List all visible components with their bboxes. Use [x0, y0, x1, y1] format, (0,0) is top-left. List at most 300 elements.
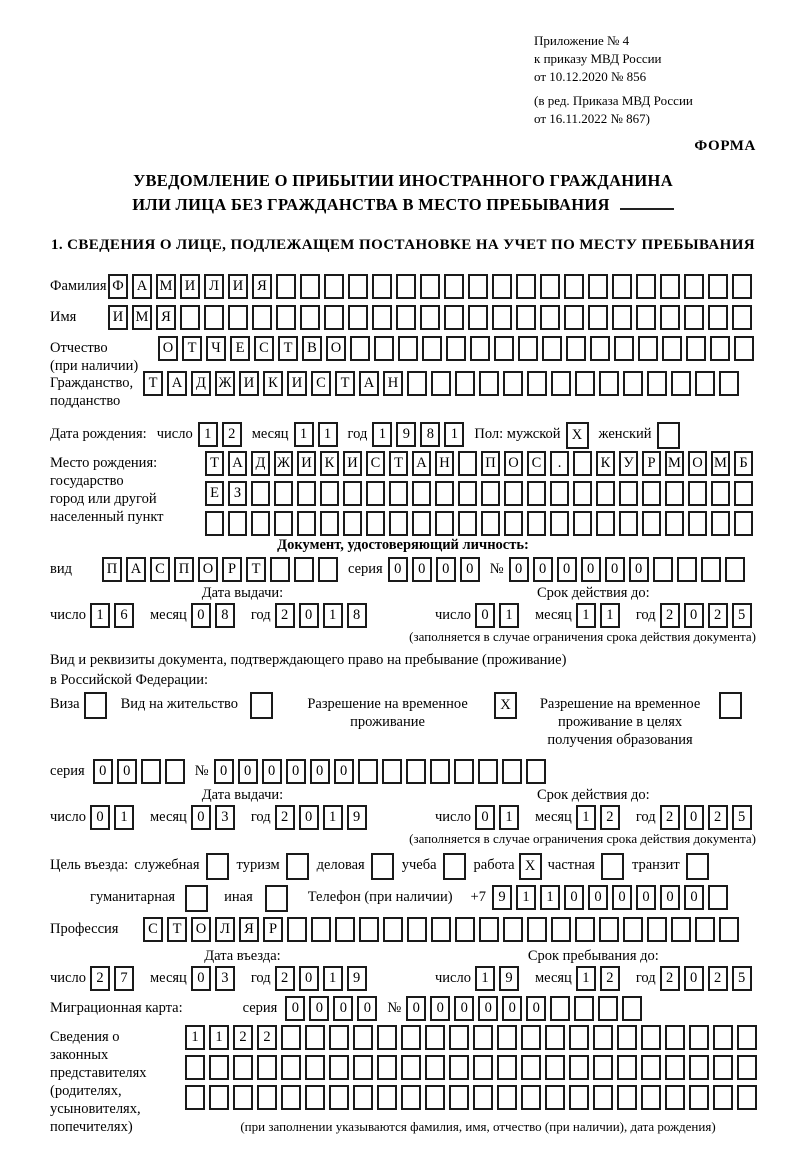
filled-cell[interactable]: З [228, 481, 247, 506]
filled-cell[interactable]: 9 [347, 966, 367, 991]
filled-cell[interactable]: 3 [215, 805, 235, 830]
filled-cell[interactable]: 1 [209, 1025, 229, 1050]
empty-cell[interactable] [574, 996, 594, 1021]
empty-cell[interactable] [596, 481, 615, 506]
empty-cell[interactable] [297, 511, 316, 536]
empty-cell[interactable] [353, 1025, 373, 1050]
empty-cell[interactable] [665, 511, 684, 536]
empty-cell[interactable] [725, 557, 745, 582]
filled-cell[interactable]: 0 [502, 996, 522, 1021]
empty-cell[interactable] [619, 511, 638, 536]
empty-cell[interactable] [185, 885, 208, 912]
filled-cell[interactable]: 5 [732, 603, 752, 628]
filled-cell[interactable]: 8 [347, 603, 367, 628]
filled-cell[interactable]: Н [383, 371, 403, 396]
empty-cell[interactable] [412, 481, 431, 506]
empty-cell[interactable] [444, 305, 464, 330]
empty-cell[interactable] [542, 336, 562, 361]
empty-cell[interactable] [281, 1025, 301, 1050]
filled-cell[interactable]: Т [335, 371, 355, 396]
filled-cell[interactable]: У [619, 451, 638, 476]
empty-cell[interactable] [300, 274, 320, 299]
empty-cell[interactable] [366, 511, 385, 536]
empty-cell[interactable] [713, 1025, 733, 1050]
empty-cell[interactable] [358, 759, 378, 784]
empty-cell[interactable] [383, 917, 403, 942]
empty-cell[interactable] [377, 1085, 397, 1110]
filled-cell[interactable]: О [504, 451, 523, 476]
filled-cell[interactable]: С [254, 336, 274, 361]
filled-cell[interactable]: Т [205, 451, 224, 476]
filled-cell[interactable]: 0 [684, 603, 704, 628]
empty-cell[interactable] [343, 481, 362, 506]
filled-cell[interactable]: 0 [509, 557, 529, 582]
empty-cell[interactable] [598, 996, 618, 1021]
filled-cell[interactable]: 2 [660, 603, 680, 628]
filled-cell[interactable]: 1 [540, 885, 560, 910]
filled-cell[interactable]: Т [246, 557, 266, 582]
empty-cell[interactable] [719, 917, 739, 942]
filled-cell[interactable]: Р [263, 917, 283, 942]
empty-cell[interactable] [455, 371, 475, 396]
empty-cell[interactable] [593, 1085, 613, 1110]
empty-cell[interactable] [252, 305, 272, 330]
empty-cell[interactable] [497, 1055, 517, 1080]
filled-cell[interactable]: 2 [708, 805, 728, 830]
empty-cell[interactable] [596, 511, 615, 536]
filled-cell[interactable]: И [228, 274, 248, 299]
empty-cell[interactable] [335, 917, 355, 942]
empty-cell[interactable] [518, 336, 538, 361]
empty-cell[interactable] [689, 1055, 709, 1080]
empty-cell[interactable] [719, 371, 739, 396]
filled-cell[interactable]: Ч [206, 336, 226, 361]
empty-cell[interactable] [205, 511, 224, 536]
empty-cell[interactable] [270, 557, 290, 582]
empty-cell[interactable] [251, 481, 270, 506]
empty-cell[interactable] [468, 305, 488, 330]
empty-cell[interactable] [684, 274, 704, 299]
filled-cell[interactable]: С [311, 371, 331, 396]
empty-cell[interactable] [233, 1055, 253, 1080]
filled-cell[interactable]: 1 [576, 603, 596, 628]
empty-cell[interactable] [653, 557, 673, 582]
filled-cell[interactable]: 3 [215, 966, 235, 991]
empty-cell[interactable] [665, 1085, 685, 1110]
empty-cell[interactable] [665, 1025, 685, 1050]
empty-cell[interactable] [449, 1085, 469, 1110]
filled-cell[interactable]: 0 [475, 805, 495, 830]
filled-cell[interactable]: 1 [318, 422, 338, 447]
filled-cell[interactable]: В [302, 336, 322, 361]
empty-cell[interactable] [686, 336, 706, 361]
empty-cell[interactable] [636, 305, 656, 330]
empty-cell[interactable] [550, 996, 570, 1021]
empty-cell[interactable] [228, 305, 248, 330]
filled-cell[interactable]: М [711, 451, 730, 476]
empty-cell[interactable] [677, 557, 697, 582]
empty-cell[interactable] [281, 1055, 301, 1080]
filled-cell[interactable]: 0 [299, 805, 319, 830]
empty-cell[interactable] [406, 759, 426, 784]
empty-cell[interactable] [521, 1025, 541, 1050]
empty-cell[interactable] [671, 371, 691, 396]
empty-cell[interactable] [479, 917, 499, 942]
empty-cell[interactable] [141, 759, 161, 784]
empty-cell[interactable] [599, 371, 619, 396]
filled-cell[interactable]: 0 [357, 996, 377, 1021]
filled-cell[interactable]: 0 [475, 603, 495, 628]
empty-cell[interactable] [662, 336, 682, 361]
filled-cell[interactable]: 0 [557, 557, 577, 582]
empty-cell[interactable] [206, 853, 229, 880]
empty-cell[interactable] [359, 917, 379, 942]
empty-cell[interactable] [527, 481, 546, 506]
empty-cell[interactable] [551, 371, 571, 396]
empty-cell[interactable] [473, 1025, 493, 1050]
filled-cell[interactable]: Е [230, 336, 250, 361]
filled-cell[interactable]: 0 [684, 805, 704, 830]
empty-cell[interactable] [455, 917, 475, 942]
filled-cell[interactable]: 1 [198, 422, 218, 447]
filled-cell[interactable]: О [688, 451, 707, 476]
empty-cell[interactable] [458, 511, 477, 536]
empty-cell[interactable] [708, 885, 728, 910]
empty-cell[interactable] [671, 917, 691, 942]
filled-cell[interactable]: 1 [185, 1025, 205, 1050]
empty-cell[interactable] [398, 336, 418, 361]
empty-cell[interactable] [708, 274, 728, 299]
filled-cell[interactable]: 1 [576, 805, 596, 830]
empty-cell[interactable] [473, 1085, 493, 1110]
empty-cell[interactable] [84, 692, 107, 719]
filled-cell[interactable]: Я [239, 917, 259, 942]
empty-cell[interactable] [435, 481, 454, 506]
filled-cell[interactable]: 0 [605, 557, 625, 582]
filled-cell[interactable]: И [343, 451, 362, 476]
empty-cell[interactable] [449, 1055, 469, 1080]
filled-cell[interactable]: С [143, 917, 163, 942]
empty-cell[interactable] [294, 557, 314, 582]
empty-cell[interactable] [329, 1085, 349, 1110]
filled-cell[interactable]: 0 [90, 805, 110, 830]
filled-cell[interactable]: П [481, 451, 500, 476]
filled-cell[interactable]: 5 [732, 966, 752, 991]
empty-cell[interactable] [371, 853, 394, 880]
filled-cell[interactable]: М [156, 274, 176, 299]
empty-cell[interactable] [575, 917, 595, 942]
filled-cell[interactable]: 7 [114, 966, 134, 991]
filled-cell[interactable]: 0 [285, 996, 305, 1021]
filled-cell[interactable]: 0 [117, 759, 137, 784]
empty-cell[interactable] [504, 511, 523, 536]
filled-cell[interactable]: Б [734, 451, 753, 476]
empty-cell[interactable] [329, 1055, 349, 1080]
filled-cell[interactable]: А [167, 371, 187, 396]
filled-cell[interactable]: X [494, 692, 517, 719]
empty-cell[interactable] [407, 371, 427, 396]
filled-cell[interactable]: 9 [499, 966, 519, 991]
filled-cell[interactable]: Л [215, 917, 235, 942]
empty-cell[interactable] [647, 917, 667, 942]
empty-cell[interactable] [612, 274, 632, 299]
filled-cell[interactable]: Ж [274, 451, 293, 476]
filled-cell[interactable]: 0 [310, 759, 330, 784]
filled-cell[interactable]: 0 [564, 885, 584, 910]
filled-cell[interactable]: X [566, 422, 589, 449]
empty-cell[interactable] [569, 1055, 589, 1080]
empty-cell[interactable] [297, 481, 316, 506]
empty-cell[interactable] [401, 1025, 421, 1050]
filled-cell[interactable]: 0 [262, 759, 282, 784]
empty-cell[interactable] [478, 759, 498, 784]
empty-cell[interactable] [516, 305, 536, 330]
filled-cell[interactable]: 9 [396, 422, 416, 447]
empty-cell[interactable] [711, 481, 730, 506]
empty-cell[interactable] [665, 481, 684, 506]
empty-cell[interactable] [320, 481, 339, 506]
empty-cell[interactable] [305, 1055, 325, 1080]
empty-cell[interactable] [732, 274, 752, 299]
filled-cell[interactable]: М [132, 305, 152, 330]
empty-cell[interactable] [647, 371, 667, 396]
empty-cell[interactable] [412, 511, 431, 536]
empty-cell[interactable] [684, 305, 704, 330]
empty-cell[interactable] [545, 1025, 565, 1050]
empty-cell[interactable] [209, 1085, 229, 1110]
filled-cell[interactable]: Д [191, 371, 211, 396]
filled-cell[interactable]: Р [642, 451, 661, 476]
filled-cell[interactable]: Е [205, 481, 224, 506]
empty-cell[interactable] [329, 1025, 349, 1050]
empty-cell[interactable] [660, 305, 680, 330]
filled-cell[interactable]: И [239, 371, 259, 396]
filled-cell[interactable]: 2 [233, 1025, 253, 1050]
filled-cell[interactable]: 1 [372, 422, 392, 447]
filled-cell[interactable]: С [527, 451, 546, 476]
filled-cell[interactable]: С [150, 557, 170, 582]
filled-cell[interactable]: 0 [454, 996, 474, 1021]
empty-cell[interactable] [550, 481, 569, 506]
empty-cell[interactable] [228, 511, 247, 536]
empty-cell[interactable] [737, 1055, 757, 1080]
filled-cell[interactable]: Т [143, 371, 163, 396]
empty-cell[interactable] [458, 481, 477, 506]
empty-cell[interactable] [588, 274, 608, 299]
filled-cell[interactable]: 0 [93, 759, 113, 784]
filled-cell[interactable]: 1 [499, 603, 519, 628]
empty-cell[interactable] [209, 1055, 229, 1080]
filled-cell[interactable]: Т [167, 917, 187, 942]
filled-cell[interactable]: П [174, 557, 194, 582]
empty-cell[interactable] [623, 917, 643, 942]
empty-cell[interactable] [599, 917, 619, 942]
empty-cell[interactable] [575, 371, 595, 396]
filled-cell[interactable]: 0 [588, 885, 608, 910]
filled-cell[interactable]: 2 [275, 966, 295, 991]
filled-cell[interactable]: 0 [684, 885, 704, 910]
filled-cell[interactable]: Т [278, 336, 298, 361]
empty-cell[interactable] [497, 1085, 517, 1110]
filled-cell[interactable]: 2 [708, 603, 728, 628]
empty-cell[interactable] [545, 1055, 565, 1080]
empty-cell[interactable] [660, 274, 680, 299]
empty-cell[interactable] [734, 481, 753, 506]
empty-cell[interactable] [257, 1055, 277, 1080]
empty-cell[interactable] [479, 371, 499, 396]
filled-cell[interactable]: 2 [275, 603, 295, 628]
empty-cell[interactable] [372, 305, 392, 330]
empty-cell[interactable] [444, 274, 464, 299]
empty-cell[interactable] [180, 305, 200, 330]
empty-cell[interactable] [431, 371, 451, 396]
empty-cell[interactable] [689, 1025, 709, 1050]
empty-cell[interactable] [396, 305, 416, 330]
filled-cell[interactable]: С [366, 451, 385, 476]
filled-cell[interactable]: 2 [660, 805, 680, 830]
empty-cell[interactable] [689, 1085, 709, 1110]
empty-cell[interactable] [374, 336, 394, 361]
filled-cell[interactable]: Т [389, 451, 408, 476]
empty-cell[interactable] [481, 481, 500, 506]
empty-cell[interactable] [320, 511, 339, 536]
empty-cell[interactable] [286, 853, 309, 880]
empty-cell[interactable] [443, 853, 466, 880]
filled-cell[interactable]: Ф [108, 274, 128, 299]
filled-cell[interactable]: О [198, 557, 218, 582]
filled-cell[interactable]: 9 [347, 805, 367, 830]
empty-cell[interactable] [353, 1085, 373, 1110]
empty-cell[interactable] [540, 305, 560, 330]
empty-cell[interactable] [382, 759, 402, 784]
empty-cell[interactable] [708, 305, 728, 330]
empty-cell[interactable] [492, 305, 512, 330]
empty-cell[interactable] [638, 336, 658, 361]
empty-cell[interactable] [350, 336, 370, 361]
empty-cell[interactable] [311, 917, 331, 942]
empty-cell[interactable] [623, 371, 643, 396]
empty-cell[interactable] [521, 1085, 541, 1110]
empty-cell[interactable] [407, 917, 427, 942]
empty-cell[interactable] [642, 511, 661, 536]
filled-cell[interactable]: 2 [660, 966, 680, 991]
filled-cell[interactable]: 1 [499, 805, 519, 830]
empty-cell[interactable] [737, 1025, 757, 1050]
filled-cell[interactable]: И [287, 371, 307, 396]
empty-cell[interactable] [274, 481, 293, 506]
empty-cell[interactable] [719, 692, 742, 719]
empty-cell[interactable] [573, 451, 592, 476]
empty-cell[interactable] [425, 1055, 445, 1080]
empty-cell[interactable] [737, 1085, 757, 1110]
empty-cell[interactable] [569, 1025, 589, 1050]
empty-cell[interactable] [233, 1085, 253, 1110]
filled-cell[interactable]: 0 [191, 805, 211, 830]
filled-cell[interactable]: А [359, 371, 379, 396]
filled-cell[interactable]: 0 [430, 996, 450, 1021]
filled-cell[interactable]: 0 [299, 966, 319, 991]
filled-cell[interactable]: 0 [191, 603, 211, 628]
filled-cell[interactable]: 0 [636, 885, 656, 910]
empty-cell[interactable] [550, 511, 569, 536]
empty-cell[interactable] [564, 274, 584, 299]
filled-cell[interactable]: 1 [516, 885, 536, 910]
empty-cell[interactable] [348, 305, 368, 330]
filled-cell[interactable]: А [412, 451, 431, 476]
filled-cell[interactable]: 0 [660, 885, 680, 910]
empty-cell[interactable] [713, 1055, 733, 1080]
empty-cell[interactable] [590, 336, 610, 361]
filled-cell[interactable]: К [263, 371, 283, 396]
filled-cell[interactable]: 0 [191, 966, 211, 991]
empty-cell[interactable] [300, 305, 320, 330]
empty-cell[interactable] [185, 1055, 205, 1080]
filled-cell[interactable]: 0 [684, 966, 704, 991]
empty-cell[interactable] [601, 853, 624, 880]
filled-cell[interactable]: И [180, 274, 200, 299]
filled-cell[interactable]: 2 [90, 966, 110, 991]
empty-cell[interactable] [540, 274, 560, 299]
empty-cell[interactable] [710, 336, 730, 361]
empty-cell[interactable] [564, 305, 584, 330]
filled-cell[interactable]: 2 [257, 1025, 277, 1050]
filled-cell[interactable]: 2 [600, 805, 620, 830]
filled-cell[interactable]: 8 [215, 603, 235, 628]
empty-cell[interactable] [430, 759, 450, 784]
filled-cell[interactable]: 0 [388, 557, 408, 582]
empty-cell[interactable] [494, 336, 514, 361]
filled-cell[interactable]: 0 [238, 759, 258, 784]
empty-cell[interactable] [185, 1085, 205, 1110]
filled-cell[interactable]: П [102, 557, 122, 582]
empty-cell[interactable] [389, 511, 408, 536]
empty-cell[interactable] [619, 481, 638, 506]
empty-cell[interactable] [566, 336, 586, 361]
empty-cell[interactable] [614, 336, 634, 361]
empty-cell[interactable] [377, 1025, 397, 1050]
empty-cell[interactable] [401, 1085, 421, 1110]
empty-cell[interactable] [257, 1085, 277, 1110]
filled-cell[interactable]: М [665, 451, 684, 476]
filled-cell[interactable]: 0 [406, 996, 426, 1021]
filled-cell[interactable]: 1 [444, 422, 464, 447]
empty-cell[interactable] [612, 305, 632, 330]
empty-cell[interactable] [695, 371, 715, 396]
empty-cell[interactable] [420, 305, 440, 330]
empty-cell[interactable] [686, 853, 709, 880]
empty-cell[interactable] [204, 305, 224, 330]
empty-cell[interactable] [473, 1055, 493, 1080]
filled-cell[interactable]: К [320, 451, 339, 476]
empty-cell[interactable] [617, 1085, 637, 1110]
filled-cell[interactable]: О [191, 917, 211, 942]
empty-cell[interactable] [401, 1055, 421, 1080]
empty-cell[interactable] [503, 917, 523, 942]
filled-cell[interactable]: 0 [286, 759, 306, 784]
filled-cell[interactable]: Ж [215, 371, 235, 396]
empty-cell[interactable] [276, 274, 296, 299]
empty-cell[interactable] [641, 1055, 661, 1080]
empty-cell[interactable] [521, 1055, 541, 1080]
filled-cell[interactable]: 0 [309, 996, 329, 1021]
empty-cell[interactable] [449, 1025, 469, 1050]
empty-cell[interactable] [569, 1085, 589, 1110]
empty-cell[interactable] [458, 451, 477, 476]
filled-cell[interactable]: Д [251, 451, 270, 476]
filled-cell[interactable]: 0 [478, 996, 498, 1021]
empty-cell[interactable] [732, 305, 752, 330]
empty-cell[interactable] [665, 1055, 685, 1080]
